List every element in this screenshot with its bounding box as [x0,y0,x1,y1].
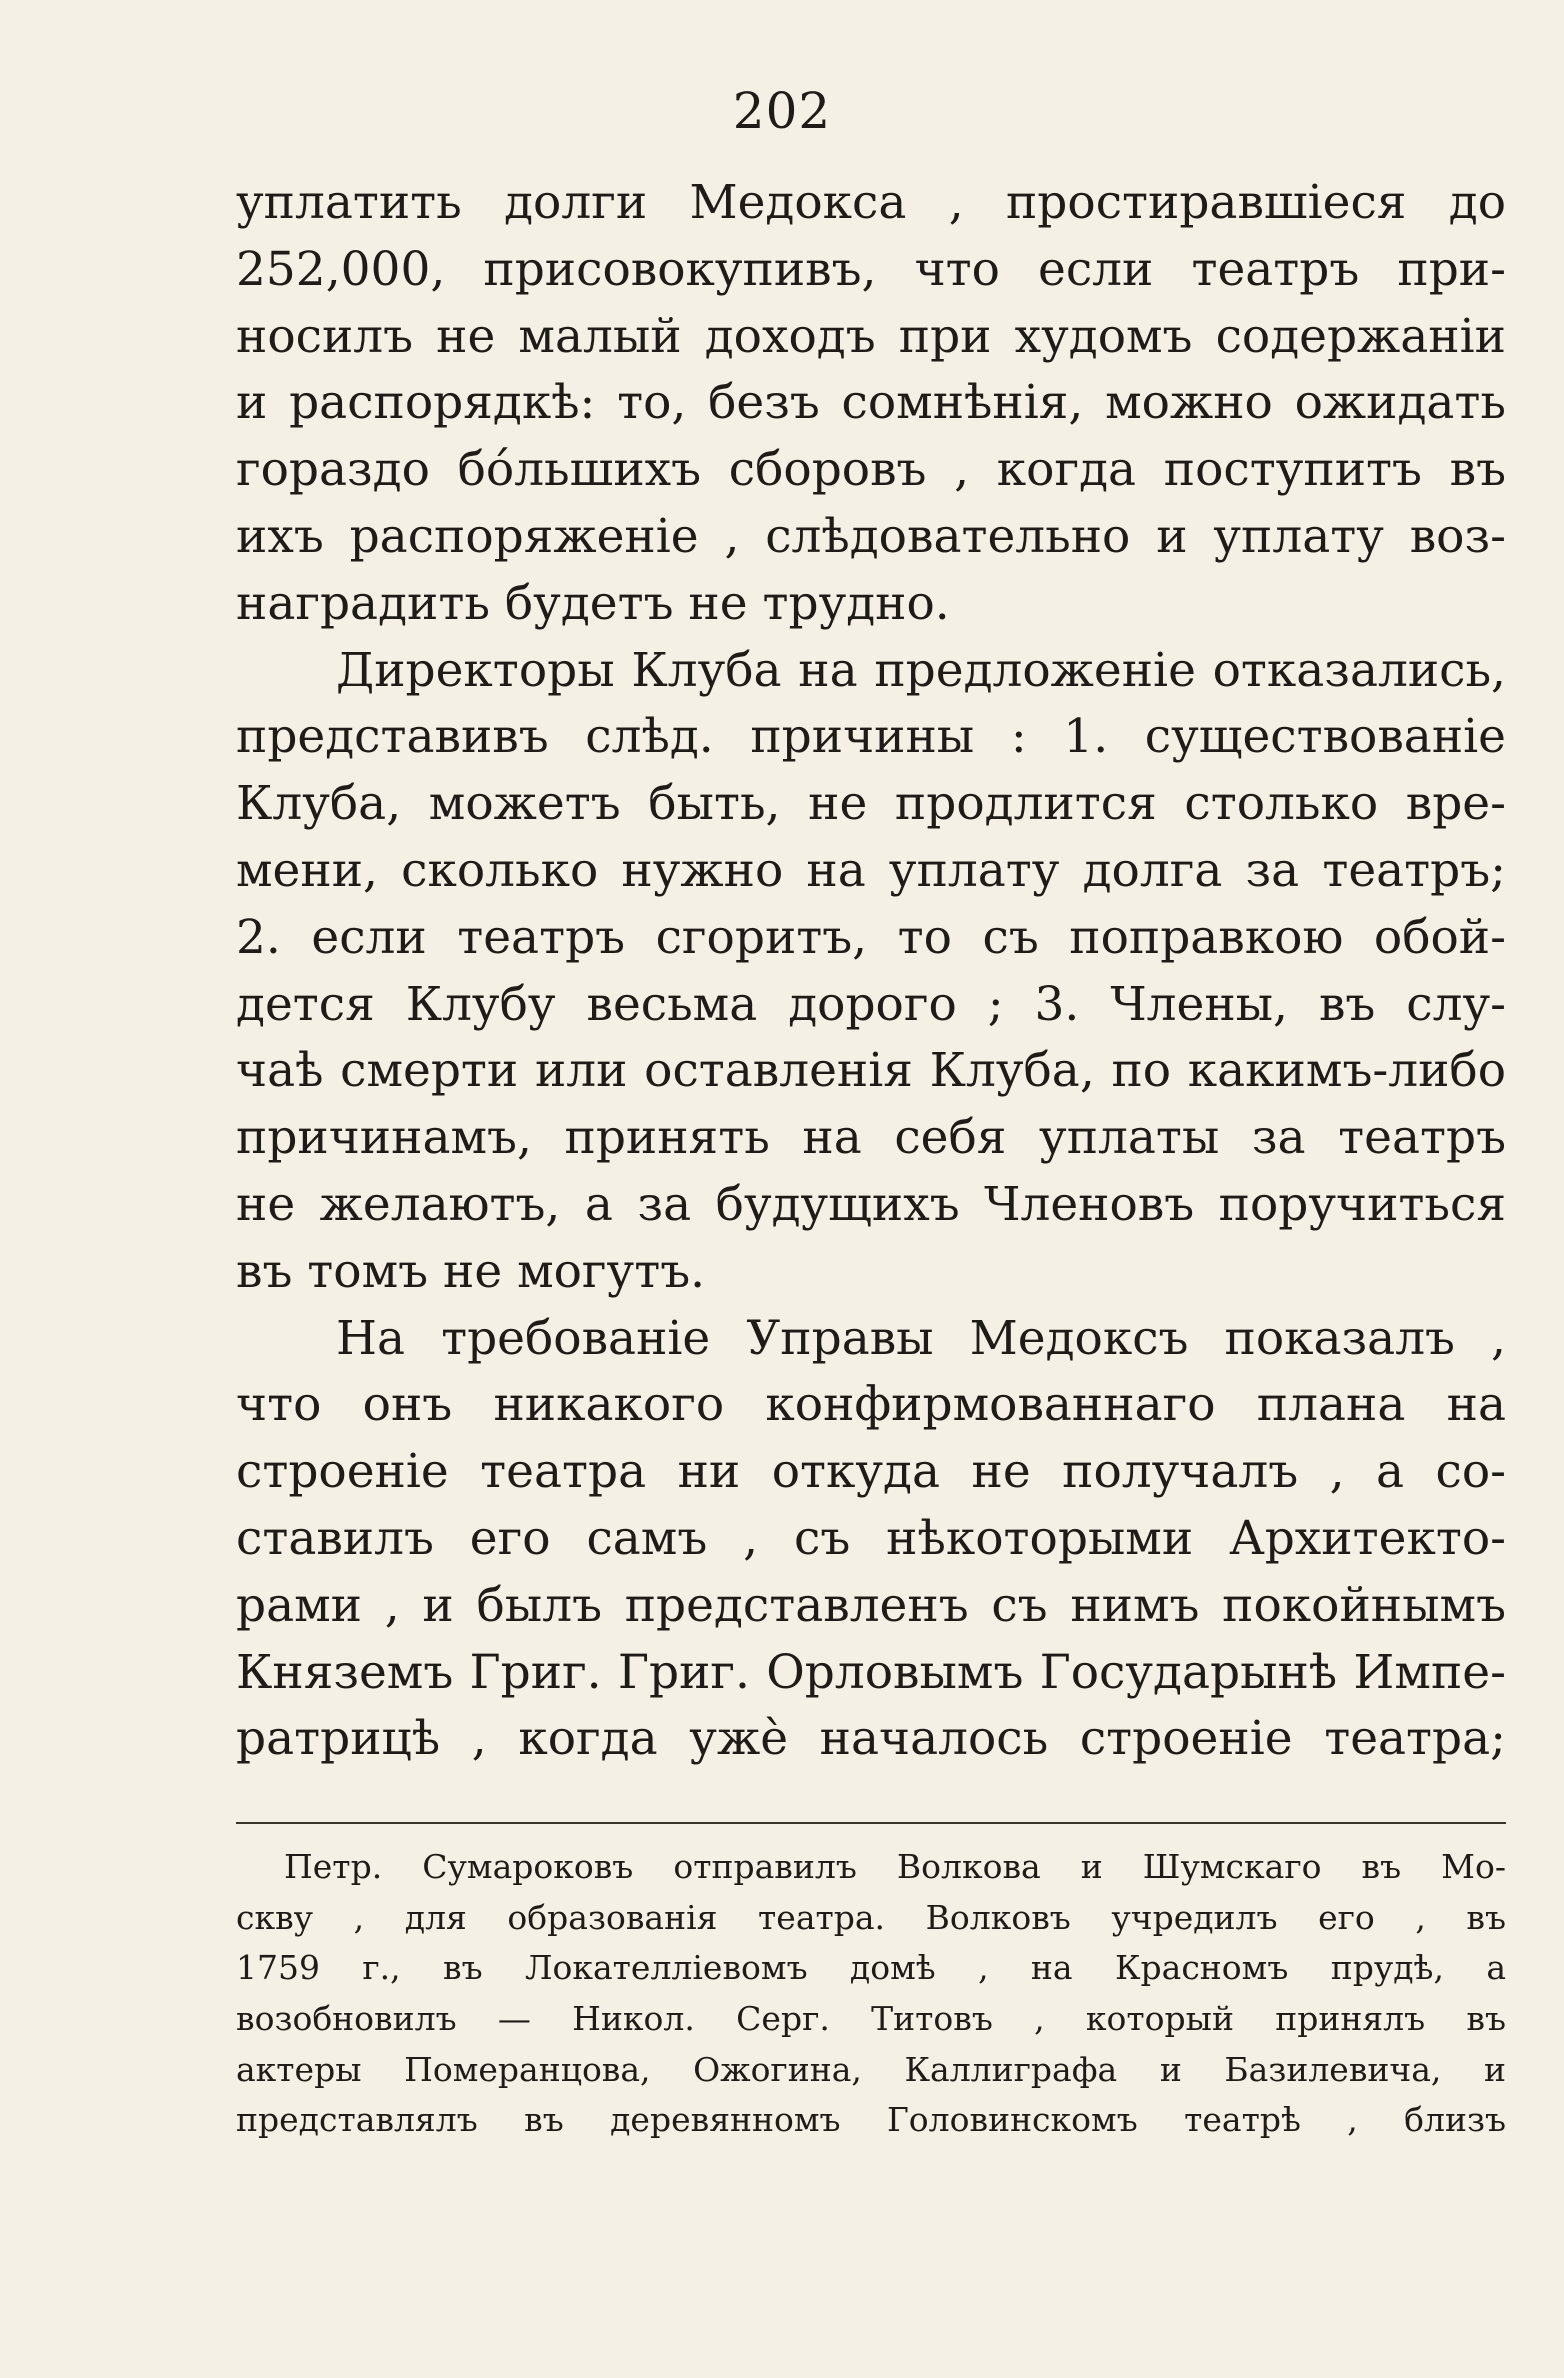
text-line: не желаютъ, а за будущихъ Членовъ поручиться [236,1176,1506,1232]
text-line: чаѣ смерти или оставленія Клуба, по какимъ-либо [236,1043,1506,1099]
text-line: носилъ не малый доходъ при худомъ содержаніи [236,308,1506,364]
text-line: наградить будетъ не трудно. [236,575,950,631]
text-line: дется Клубу весьма дорого ; 3. Члены, въ слу- [236,976,1506,1032]
paragraph-3 [236,1306,1506,1774]
text-line: что онъ никакого конфирмованнаго плана на [236,1377,1506,1433]
footnote-line: Петр. Сумароковъ отправилъ Волкова и Шумскаго въ Мо- [284,1847,1506,1886]
footnote [236,1842,1506,2146]
text-line: гораздо бóльшихъ сборовъ , когда поступитъ въ [236,442,1506,498]
text-line: Клуба, можетъ быть, не продлится столько вре- [236,776,1506,832]
text-line: ставилъ его самъ , съ нѣкоторыми Архитекто- [236,1510,1506,1566]
text-line: мени, сколько нужно на уплату долга за театръ; [236,842,1506,898]
footnote-line: актеры Померанцова, Ожогина, Каллиграфа и Базилевича, и [236,2049,1506,2089]
footnote-line: представлялъ въ деревянномъ Головинскомъ театрѣ , близъ [236,2100,1506,2140]
text-line: строеніе театра ни откуда не получалъ , а со- [236,1444,1506,1500]
text-line: 252,000, присовокупивъ, что если театръ при- [236,241,1506,297]
text-line: Директоры Клуба на предложеніе отказались, [336,642,1506,698]
text-line: уплатить долги Медокса , простиравшіеся до [236,175,1506,230]
footnote-divider [236,1822,1506,1824]
footnote-line: 1759 г., въ Локателліевомъ домѣ , на Красномъ прудѣ, а [236,1948,1506,1988]
paragraph-1 [236,170,1506,638]
footnote-line: скву , для образованія театра. Волковъ учредилъ его , въ [236,1897,1506,1937]
text-line: ратрицѣ , когда ужè началось строеніе театра; [236,1711,1506,1767]
body-text [236,170,1506,1773]
text-line: рами , и былъ представленъ съ нимъ покойнымъ [236,1577,1506,1633]
text-line: ихъ распоряженіе , слѣдовательно и уплату воз- [236,508,1506,564]
text-line: Княземъ Григ. Григ. Орловымъ Государынѣ Импе- [236,1644,1506,1700]
text-line: и распорядкѣ: то, безъ сомнѣнія, можно ожидать [236,375,1506,431]
text-line: 2. если театръ сгоритъ, то съ поправкою обой- [236,909,1506,965]
footnote-line: возобновилъ — Никол. Серг. Титовъ , который принялъ въ [236,1999,1506,2039]
text-line: въ томъ не могутъ. [236,1243,706,1299]
text-line: причинамъ, принять на себя уплаты за театръ [236,1110,1506,1166]
text-line: представивъ слѣд. причины : 1. существованіе [236,709,1506,765]
page-number: 202 [732,82,832,140]
text-line: На требованіе Управы Медоксъ показалъ , [336,1310,1506,1366]
paragraph-2 [236,638,1506,1306]
